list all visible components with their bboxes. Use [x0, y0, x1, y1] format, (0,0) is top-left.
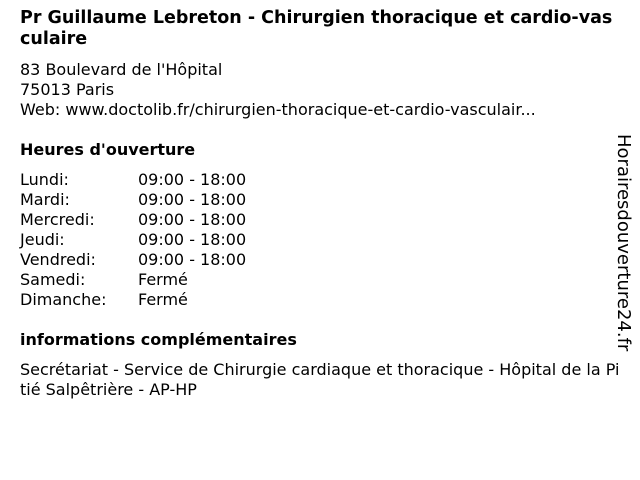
day-label: Mardi: — [20, 190, 70, 209]
address-block — [20, 60, 620, 120]
hours-row — [20, 210, 620, 230]
info-text: Secrétariat - Service de Chirurgie cardiaque et thoracique - Hôpital de la Pitié Salpêtrière - AP-HP — [20, 360, 620, 399]
hours-heading: Heures d'ouverture — [20, 140, 196, 159]
info-heading: informations complémentaires — [20, 330, 297, 349]
day-label: Vendredi: — [20, 250, 96, 269]
hours-table — [20, 170, 620, 310]
day-label: Lundi: — [20, 170, 69, 189]
hours-row — [20, 250, 620, 270]
day-hours: 09:00 - 18:00 — [138, 210, 247, 229]
day-hours: Fermé — [138, 270, 188, 289]
business-card — [20, 8, 620, 400]
page-title: Pr Guillaume Lebreton - Chirurgien thoracique et cardio-vasculaire — [20, 8, 613, 49]
hours-row — [20, 230, 620, 250]
city-postal: 75013 Paris — [20, 80, 115, 99]
website-link[interactable]: Web: www.doctolib.fr/chirurgien-thoracique-et-cardio-vasculair... — [20, 100, 536, 119]
day-label: Jeudi: — [20, 230, 65, 249]
hours-row — [20, 170, 620, 190]
day-label: Samedi: — [20, 270, 86, 289]
hours-row — [20, 270, 620, 290]
site-watermark: Horairesdouverture24.fr — [613, 134, 634, 352]
street-address: 83 Boulevard de l'Hôpital — [20, 60, 223, 79]
day-hours: 09:00 - 18:00 — [138, 250, 247, 269]
day-hours: 09:00 - 18:00 — [138, 190, 247, 209]
hours-row — [20, 190, 620, 210]
day-label: Mercredi: — [20, 210, 95, 229]
hours-row — [20, 290, 620, 310]
day-label: Dimanche: — [20, 290, 107, 309]
day-hours: Fermé — [138, 290, 188, 309]
day-hours: 09:00 - 18:00 — [138, 170, 247, 189]
day-hours: 09:00 - 18:00 — [138, 230, 247, 249]
